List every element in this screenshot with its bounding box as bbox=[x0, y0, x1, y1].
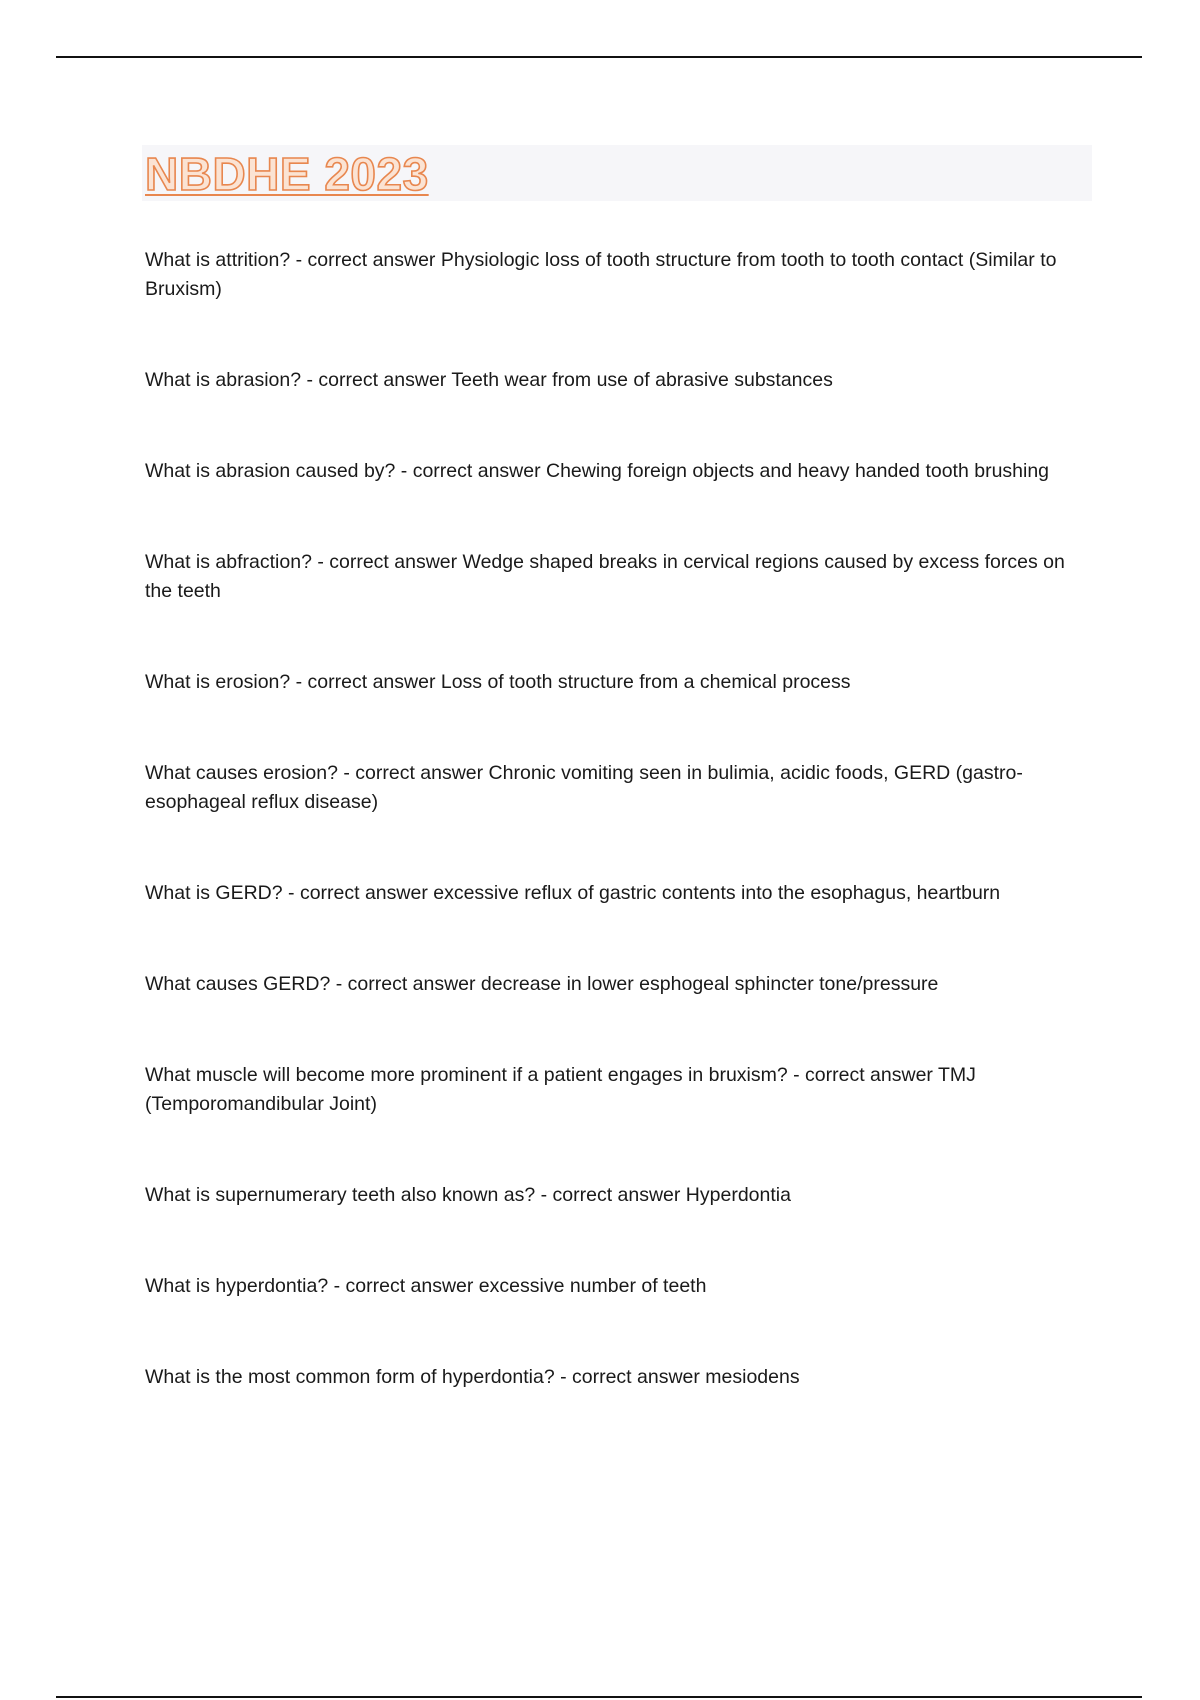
qa-item-abrasion-cause: What is abrasion caused by? - correct answer Chewing foreign objects and heavy handed tooth brushing bbox=[145, 460, 1050, 482]
qa-item-hyperdontia-common: What is the most common form of hyperdontia? - correct answer mesiodens bbox=[145, 1366, 800, 1388]
document-title: NBDHE 2023 bbox=[145, 148, 429, 200]
top-rule bbox=[56, 56, 1142, 58]
qa-list bbox=[145, 246, 1095, 1454]
qa-item-abfraction: What is abfraction? - correct answer Wedge shaped breaks in cervical regions caused by excess forces on the teeth bbox=[145, 551, 1065, 602]
qa-item-attrition: What is attrition? - correct answer Physiologic loss of tooth structure from tooth to tooth contact (Similar to Bruxism) bbox=[145, 249, 1057, 300]
qa-item-gerd-cause: What causes GERD? - correct answer decrease in lower esphogeal sphincter tone/pressure bbox=[145, 973, 939, 995]
qa-item-gerd: What is GERD? - correct answer excessive reflux of gastric contents into the esophagus, heartburn bbox=[145, 882, 1001, 904]
qa-item-supernumerary: What is supernumerary teeth also known as? - correct answer Hyperdontia bbox=[145, 1184, 791, 1206]
qa-item-bruxism-muscle: What muscle will become more prominent if a patient engages in bruxism? - correct answer TMJ (Temporomandibular Joint) bbox=[145, 1064, 976, 1115]
qa-item-hyperdontia: What is hyperdontia? - correct answer excessive number of teeth bbox=[145, 1275, 707, 1297]
qa-item-erosion: What is erosion? - correct answer Loss of tooth structure from a chemical process bbox=[145, 671, 851, 693]
bottom-rule bbox=[56, 1696, 1142, 1698]
qa-item-abrasion: What is abrasion? - correct answer Teeth wear from use of abrasive substances bbox=[145, 369, 833, 391]
qa-item-erosion-cause: What causes erosion? - correct answer Chronic vomiting seen in bulimia, acidic foods, GERD (gastro-esophageal reflux disease) bbox=[145, 762, 1023, 813]
